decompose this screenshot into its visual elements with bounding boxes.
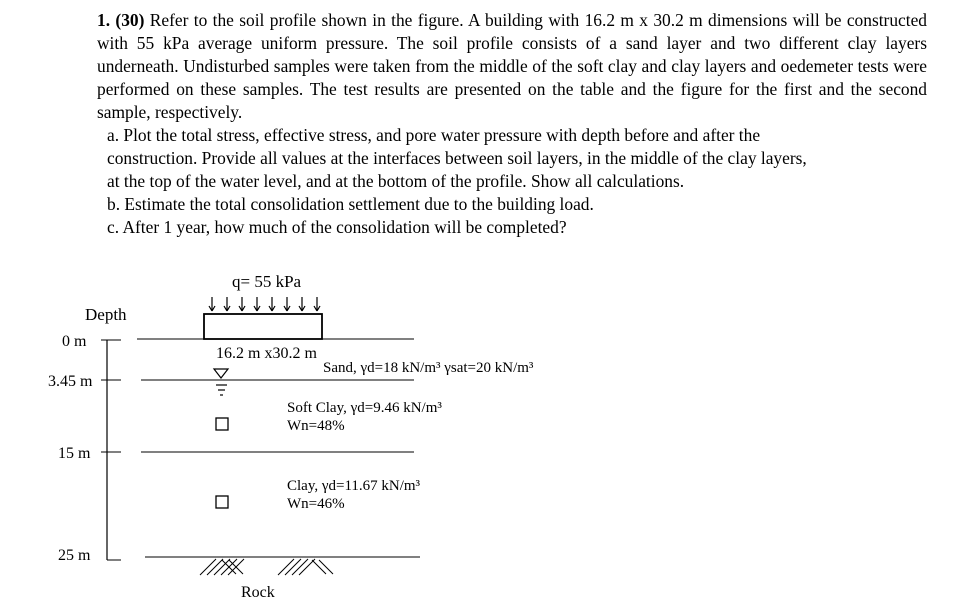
depth-mark-3: 25 m <box>58 547 91 564</box>
clay-label: Clay, γd=11.67 kN/m³ <box>287 478 421 494</box>
problem-intro-text: Refer to the soil profile shown in the figure. A building with 16.2 m x 30.2 m dimensions will be constructed with 55 kPa average uniform pressure. The soil profile consists of a sand layer and two different clay layers underneath. Undisturbed samples were taken from the middle of the soft clay and clay layers and oedemeter tests were performed on these samples. The test results are presented on the table and the figure for the first and the second sample, respectively. <box>97 10 927 122</box>
soft-clay-sample-icon <box>216 418 228 430</box>
depth-header: Depth <box>85 305 127 324</box>
part-a-line2: construction. Provide all values at the interfaces between soil layers, in the middle of the clay layers, <box>107 148 807 168</box>
part-a-line1: a. Plot the total stress, effective stress, and pore water pressure with depth before and after the <box>107 125 761 145</box>
depth-mark-0: 0 m <box>62 333 87 350</box>
clay-water-content: Wn=46% <box>287 496 345 512</box>
footing-label: 16.2 m x30.2 m <box>216 345 317 362</box>
soft-clay-water-content: Wn=48% <box>287 418 345 434</box>
load-arrows <box>209 297 320 311</box>
problem-number: 1. (30) <box>97 10 145 30</box>
rock-hatch <box>200 559 333 575</box>
part-c: c. After 1 year, how much of the consolidation will be completed? <box>107 217 567 237</box>
water-table-icon <box>214 369 228 395</box>
load-label: q= 55 kPa <box>232 272 302 291</box>
part-a-line3: at the top of the water level, and at the bottom of the profile. Show all calculations. <box>107 171 685 191</box>
part-b: b. Estimate the total consolidation settlement due to the building load. <box>107 194 594 214</box>
depth-mark-2: 15 m <box>58 445 91 462</box>
clay-sample-icon <box>216 496 228 508</box>
building-footing <box>204 314 322 339</box>
depth-mark-1: 3.45 m <box>48 373 93 390</box>
sand-layer-label: Sand, γd=18 kN/m³ γsat=20 kN/m³ <box>323 360 534 376</box>
rock-label: Rock <box>241 584 275 601</box>
soft-clay-label: Soft Clay, γd=9.46 kN/m³ <box>287 400 442 416</box>
